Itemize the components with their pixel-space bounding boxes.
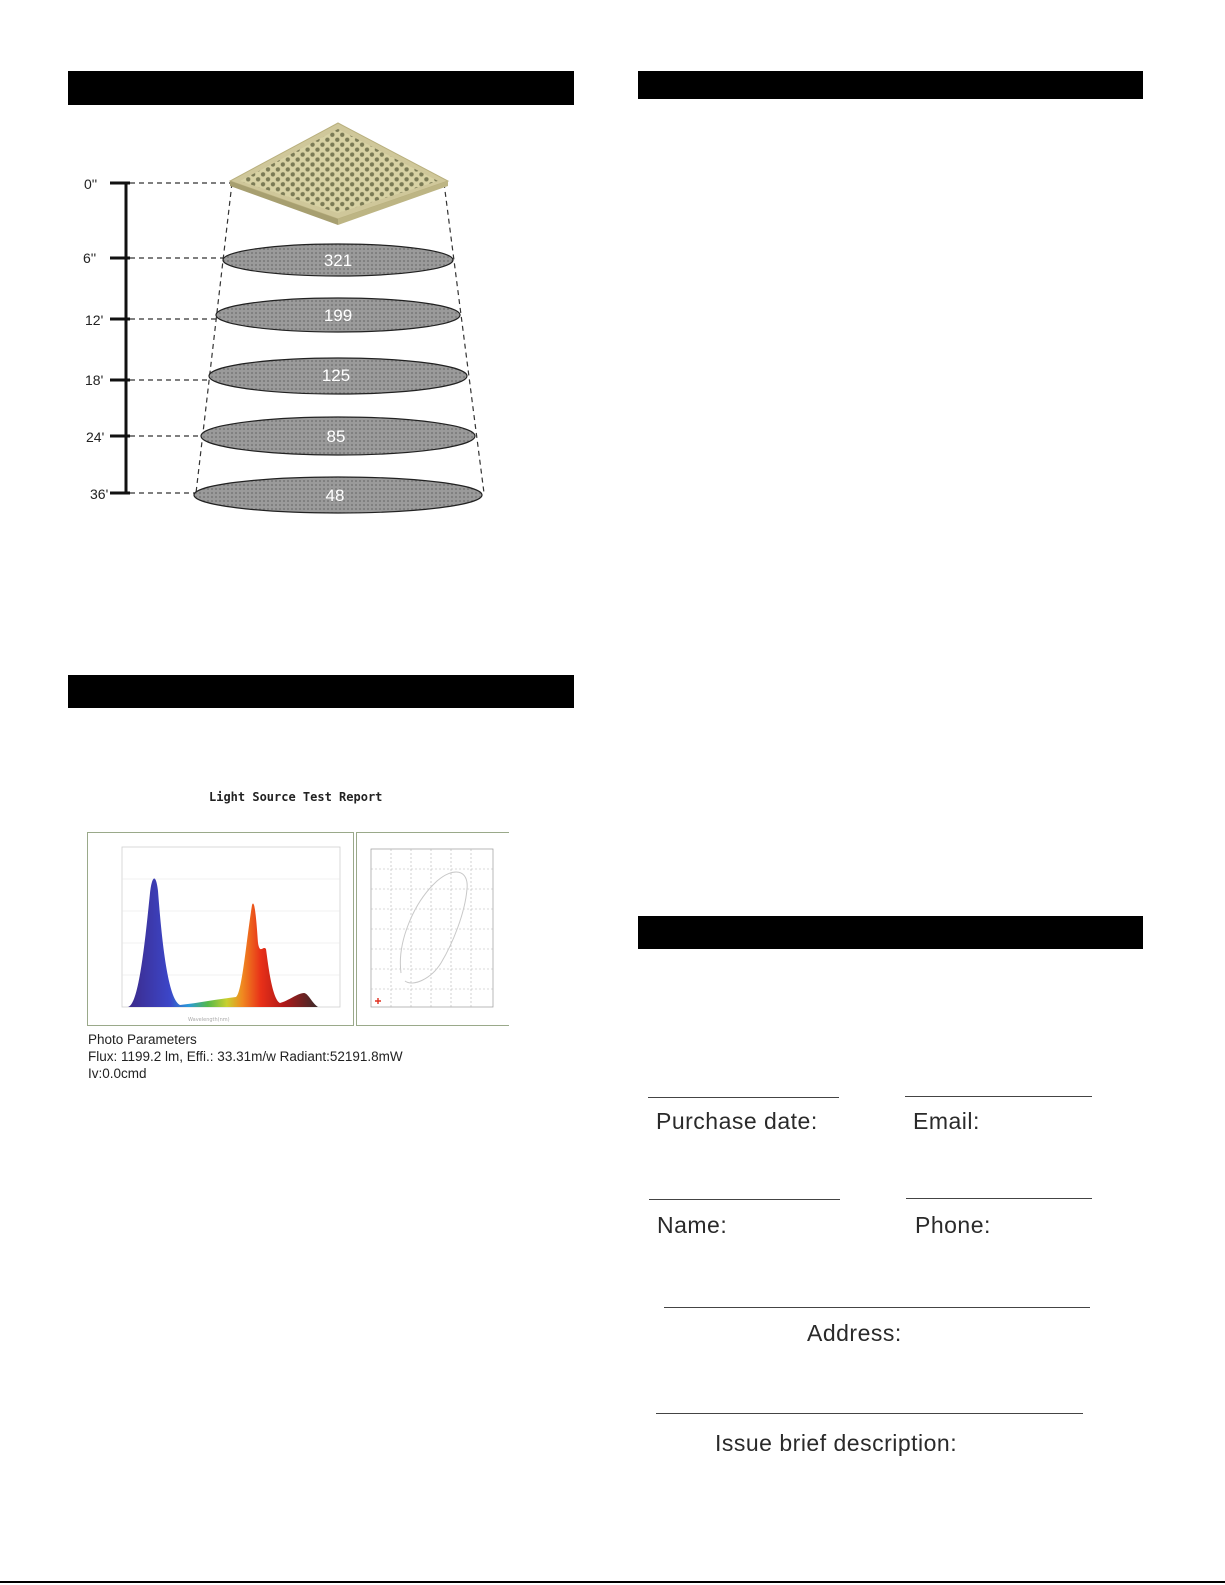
chromaticity-chart-image — [356, 832, 509, 1026]
page-bottom-border — [0, 1581, 1225, 1583]
name-label: Name: — [657, 1212, 728, 1238]
email-label: Email: — [913, 1108, 980, 1134]
phone-line[interactable] — [906, 1198, 1092, 1199]
issue-label: Issue brief description: — [715, 1430, 958, 1456]
issue-line[interactable] — [656, 1413, 1083, 1414]
purchase-date-line[interactable] — [648, 1097, 839, 1098]
spectrum-svg — [88, 833, 353, 1025]
intensity-36in: 48 — [325, 486, 345, 505]
intensity-6in: 321 — [323, 251, 353, 270]
distance-label-18: 18' — [85, 372, 104, 388]
spectrum-chart-image — [87, 832, 354, 1026]
header-bar-form — [638, 916, 1143, 949]
header-bar-top-right — [638, 71, 1143, 99]
photo-params-heading: Photo Parameters — [88, 1032, 197, 1047]
svg-text:Wavelength(nm): Wavelength(nm) — [188, 1017, 230, 1023]
distance-label-0: 0'' — [84, 176, 98, 192]
purchase-date-label: Purchase date: — [656, 1108, 818, 1134]
chromaticity-svg — [357, 833, 509, 1025]
header-bar-mid-left — [68, 675, 574, 708]
beam-diagram-svg — [70, 115, 510, 525]
intensity-12in: 199 — [323, 306, 353, 325]
address-line[interactable] — [664, 1307, 1090, 1308]
distance-label-6: 6'' — [83, 250, 97, 266]
intensity-24in: 85 — [326, 427, 346, 446]
email-line[interactable] — [905, 1096, 1092, 1097]
distance-label-36: 36' — [90, 486, 109, 502]
distance-label-24: 24' — [86, 429, 105, 445]
header-bar-top-left — [68, 71, 574, 105]
photo-params-line2: Iv:0.0cmd — [88, 1066, 147, 1081]
address-label: Address: — [807, 1320, 902, 1346]
distance-label-12: 12' — [85, 312, 104, 328]
phone-label: Phone: — [915, 1212, 991, 1238]
report-title: Light Source Test Report — [209, 790, 383, 804]
beam-diagram — [70, 115, 510, 525]
led-panel-image — [230, 123, 448, 225]
intensity-18in: 125 — [321, 366, 351, 385]
name-line[interactable] — [649, 1199, 840, 1200]
photo-params-line1: Flux: 1199.2 lm, Effi.: 33.31m/w Radiant:52191.8mW — [88, 1049, 403, 1064]
